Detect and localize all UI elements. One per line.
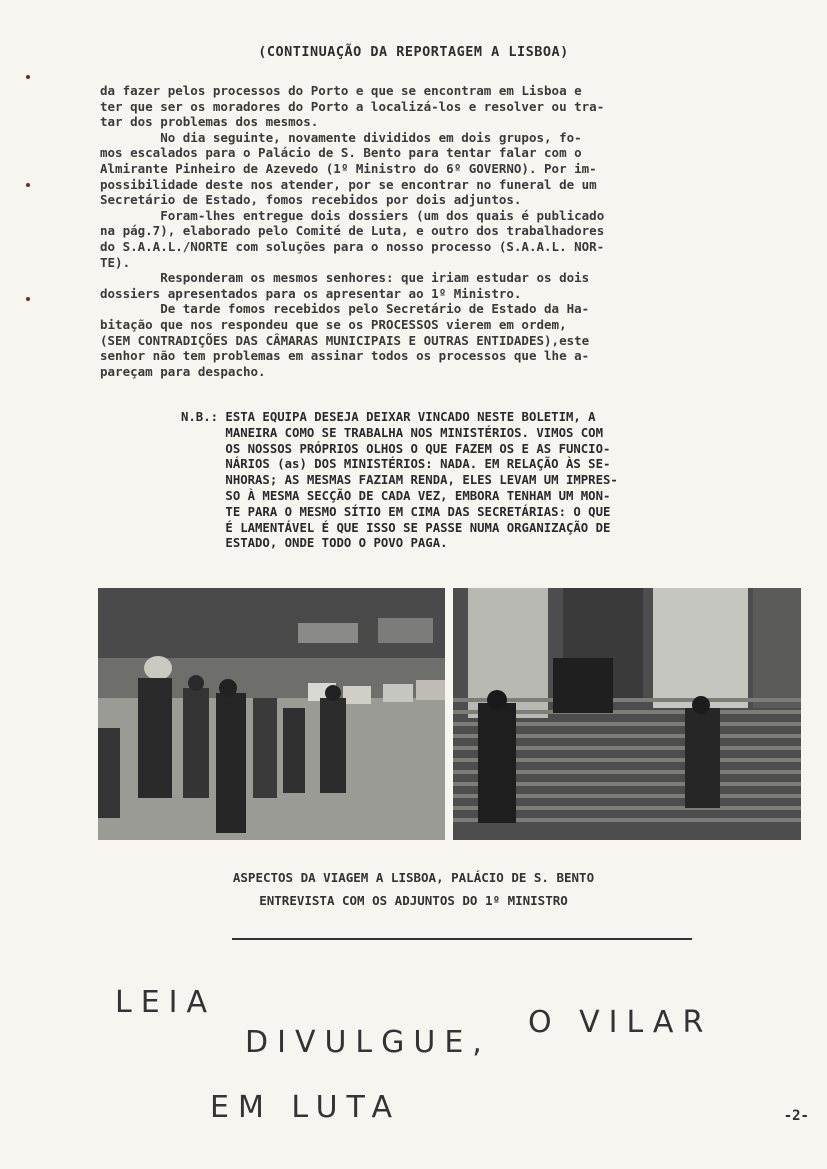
slogan-o-vilar: O VILAR xyxy=(528,1005,713,1040)
nb-line: TE PARA O MESMO SÍTIO EM CIMA DAS SECRETÁRIAS: O QUE xyxy=(181,504,611,519)
body-line: mos escalados para o Palácio de S. Bento para tentar falar com o xyxy=(100,145,582,161)
body-line: No dia seguinte, novamente divididos em dois grupos, fo- xyxy=(100,129,582,145)
body-line: na pág.7), elaborado pelo Comité de Luta, e outro dos trabalhadores xyxy=(100,223,605,239)
photo-square-crowd xyxy=(98,588,445,840)
nb-line: SO À MESMA SECÇÃO DE CADA VEZ, EMBORA TENHAM UM MON- xyxy=(181,488,611,503)
photo-caption: ASPECTOS DA VIAGEM A LISBOA, PALÁCIO DE S. BENTO xyxy=(232,870,595,885)
body-line: do S.A.A.L./NORTE com soluções para o nosso processo (S.A.A.L. NOR- xyxy=(100,238,605,254)
slogan-divulgue: DIVULGUE, xyxy=(245,1025,491,1060)
body-line: bitação que nos respondeu que se os PROCESSOS vierem em ordem, xyxy=(100,316,567,332)
photo-caption-sub: ENTREVISTA COM OS ADJUNTOS DO 1º MINISTRO xyxy=(259,893,568,908)
nb-line: ESTADO, ONDE TODO O POVO PAGA. xyxy=(181,536,448,551)
nb-line: N.B.: ESTA EQUIPA DESEJA DEIXAR VINCADO NESTE BOLETIM, A xyxy=(181,410,596,424)
divider xyxy=(232,938,692,940)
body-line: senhor não tem problemas em assinar todos os processos que lhe a- xyxy=(100,348,590,364)
page-number: -2- xyxy=(783,1108,809,1124)
body-line: TE). xyxy=(100,254,131,270)
punch-mark xyxy=(26,297,30,301)
punch-mark xyxy=(26,183,30,187)
photo-palace-steps xyxy=(453,588,801,840)
body-line: pareçam para despacho. xyxy=(100,363,266,379)
nb-line: É LAMENTÁVEL É QUE ISSO SE PASSE NUMA ORGANIZAÇÃO DE xyxy=(181,520,611,535)
slogan-em-luta: EM LUTA xyxy=(210,1090,402,1125)
nb-line: MANEIRA COMO SE TRABALHA NOS MINISTÉRIOS. VIMOS COM xyxy=(181,425,603,440)
nb-line: OS NOSSOS PRÓPRIOS OLHOS O QUE FAZEM OS E AS FUNCIO- xyxy=(181,441,611,456)
body-line: De tarde fomos recebidos pelo Secretário de Estado da Ha- xyxy=(100,301,590,317)
body-line: Responderam os mesmos senhores: que iriam estudar os dois xyxy=(100,270,590,286)
nota-bene xyxy=(181,410,801,552)
body-line: da fazer pelos processos do Porto e que se encontram em Lisboa e xyxy=(100,83,582,98)
page-header: (CONTINUAÇÃO DA REPORTAGEM A LISBOA) xyxy=(258,44,569,60)
body-line: possibilidade deste nos atender, por se encontrar no funeral de um xyxy=(100,176,597,192)
body-line: ter que ser os moradores do Porto a localizá-los e resolver ou tra- xyxy=(100,98,605,114)
body-line: dossiers apresentados para os apresentar ao 1º Ministro. xyxy=(100,285,522,301)
body-line: Foram-lhes entregue dois dossiers (um dos quais é publicado xyxy=(100,207,605,223)
slogan-leia: LEIA xyxy=(115,985,217,1020)
punch-mark xyxy=(26,75,30,79)
body-line: Secretário de Estado, fomos recebidos por dois adjuntos. xyxy=(100,192,522,208)
body-line: Almirante Pinheiro de Azevedo (1º Ministro do 6º GOVERNO). Por im- xyxy=(100,160,597,176)
nb-line: NHORAS; AS MESMAS FAZIAM RENDA, ELES LEVAM UM IMPRES- xyxy=(181,473,618,488)
report-body xyxy=(100,83,790,379)
body-line: (SEM CONTRADIÇÕES DAS CÂMARAS MUNICIPAIS E OUTRAS ENTIDADES),este xyxy=(100,332,590,348)
nb-line: NÁRIOS (as) DOS MINISTÉRIOS: NADA. EM RELAÇÃO ÀS SE- xyxy=(181,457,611,472)
body-line: tar dos problemas dos mesmos. xyxy=(100,114,319,130)
